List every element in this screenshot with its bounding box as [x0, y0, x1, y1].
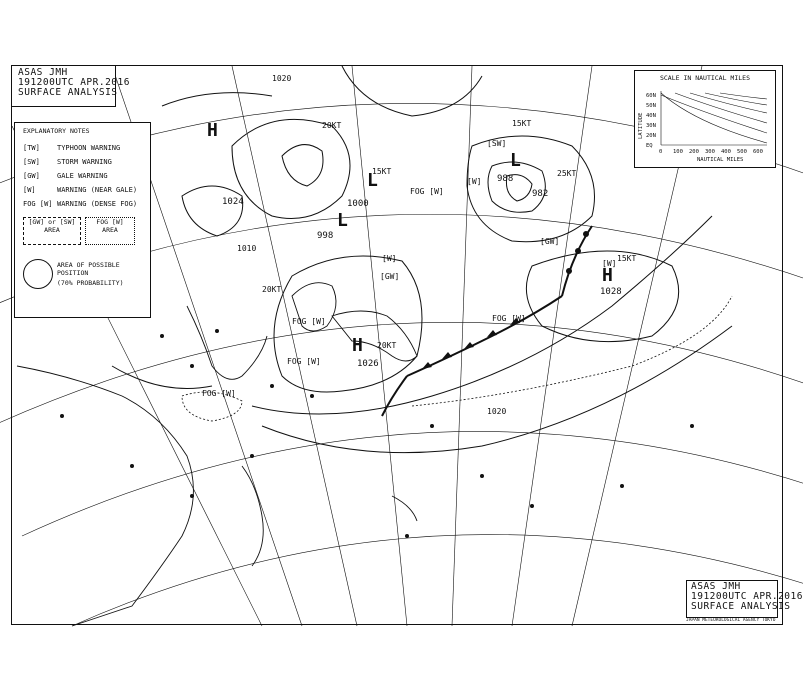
svg-text:300: 300 — [705, 149, 715, 155]
low-value-1000: 1000 — [347, 199, 369, 209]
explanatory-notes-box — [14, 122, 151, 318]
note-gale: [GW] GALE WARNING — [23, 172, 108, 180]
motion-label: 20KT — [262, 285, 282, 294]
near-gale-warning-label: [W] — [602, 259, 617, 268]
gale-area-sample: [GW] or [SW] AREA — [23, 217, 81, 245]
motion-label: 25KT — [557, 169, 577, 178]
possible-position-label: AREA OF POSSIBLE POSITION — [57, 261, 120, 277]
svg-text:30N: 30N — [646, 123, 656, 129]
low-value-998: 998 — [317, 231, 334, 241]
footer-box — [686, 580, 803, 618]
svg-text:500: 500 — [737, 149, 747, 155]
fog-warning-label: FOG [W] — [410, 187, 444, 196]
fog-warning-label: FOG [W] — [292, 317, 326, 326]
fog-warning-label: FOG [W] — [202, 389, 236, 398]
footer-agency: ASAS JMH — [691, 581, 741, 592]
near-gale-warning-label: [W] — [382, 254, 397, 263]
note-near-gale: [W] WARNING (NEAR GALE) — [23, 186, 138, 194]
header-agency: ASAS JMH — [18, 67, 68, 78]
low-value-982: 982 — [532, 189, 549, 199]
warning-labels — [202, 139, 616, 398]
gale-warning-label: [GW] — [540, 237, 560, 246]
motion-label: 20KT — [322, 121, 342, 130]
isobar-label: 1020 — [272, 74, 292, 83]
low-center-988: L — [510, 150, 521, 171]
probability-label: (70% PROBABILITY) — [57, 279, 124, 287]
svg-text:LATITUDE: LATITUDE — [638, 112, 644, 139]
fog-warning-areas — [182, 296, 732, 421]
motion-label: 15KT — [372, 167, 392, 176]
agency-credit: JAPAN METEOROLOGICAL AGENCY TOKYO — [686, 618, 776, 623]
high-center-1026: H — [352, 335, 363, 356]
header-box — [12, 66, 130, 107]
high-center-1024: H — [207, 120, 218, 141]
weather-chart — [11, 65, 803, 625]
svg-text:600: 600 — [753, 149, 763, 155]
high-value-1028: 1028 — [600, 287, 622, 297]
high-center-1028: H — [602, 265, 613, 286]
svg-text:200: 200 — [689, 149, 699, 155]
gale-warning-label: [GW] — [380, 272, 400, 281]
isobar-label: 1020 — [487, 407, 507, 416]
header-title: SURFACE ANALYSIS — [18, 87, 118, 98]
notes-title: EXPLANATORY NOTES — [23, 127, 90, 135]
scale-title: SCALE IN NAUTICAL MILES — [659, 74, 750, 82]
fog-warning-label: FOG [W] — [287, 357, 321, 366]
high-value-1024: 1024 — [222, 197, 244, 207]
svg-text:EQ: EQ — [646, 143, 653, 149]
svg-text:50N: 50N — [646, 103, 656, 109]
near-gale-warning-label: [W] — [467, 177, 482, 186]
header-date: 191200UTC APR.2016 — [18, 77, 130, 88]
svg-text:40N: 40N — [646, 113, 656, 119]
scale-graph — [635, 83, 775, 163]
high-value-1026: 1026 — [357, 359, 379, 369]
front-symbols — [422, 231, 589, 369]
fog-area-sample: FOG [W] AREA — [85, 217, 135, 245]
pressure-centers — [207, 120, 622, 369]
note-dense-fog: FOG [W] WARNING (DENSE FOG) — [23, 200, 138, 208]
scale-box — [634, 70, 776, 168]
isobar-label: 1010 — [237, 244, 257, 253]
svg-text:60N: 60N — [646, 93, 656, 99]
footer-date: 191200UTC APR.2016 — [691, 591, 803, 602]
motion-label: 20KT — [377, 341, 397, 350]
svg-text:0: 0 — [659, 149, 663, 155]
possible-position-circle — [23, 259, 53, 289]
storm-warning-label: [SW] — [487, 139, 507, 148]
svg-text:NAUTICAL MILES: NAUTICAL MILES — [697, 157, 744, 163]
fog-warning-label: FOG [W] — [492, 314, 526, 323]
motion-label: 15KT — [617, 254, 637, 263]
svg-text:400: 400 — [721, 149, 731, 155]
svg-text:100: 100 — [673, 149, 683, 155]
note-typhoon: [TW] TYPHOON WARNING — [23, 144, 121, 152]
motion-label: 15KT — [512, 119, 532, 128]
fronts — [382, 226, 592, 416]
footer-title: SURFACE ANALYSIS — [691, 601, 791, 612]
low-center-998: L — [337, 210, 348, 231]
low-center-1000: L — [367, 170, 378, 191]
low-value-988: 988 — [497, 174, 514, 184]
svg-text:20N: 20N — [646, 133, 656, 139]
note-storm: [SW] STORM WARNING — [23, 158, 112, 166]
